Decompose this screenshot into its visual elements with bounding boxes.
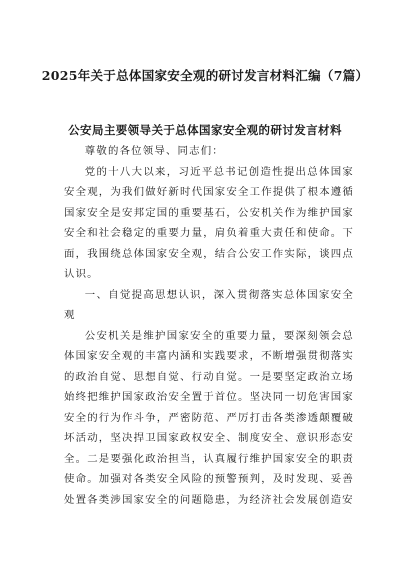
document-title: 2025年关于总体国家安全观的研讨发言材料汇编（7篇） [41, 68, 369, 83]
paragraph-intro: 党的十八大以来，习近平总书记创造性提出总体国家安全观，为我们做好新时代国家安全工作提供了根本遵循国家安全是安邦定国的重要基石，公安机关作为维护国家安全和社会稳定的重要力量，肩负着重大责任和使命。下面，我围绕总体国家安全观，结合公安工作实际，谈四点认识。 [64, 165, 354, 280]
paragraph-body-1: 公安机关是维护国家安全的重要力量，要深刻领会总体国家安全观的丰富内涵和实践要求，不断增强贯彻落实的政治自觉、思想自觉、行动自觉。一是要坚定政治立场始终把维护国家政治安全置于首位。坚决同一切危害国家安全的行为作斗争，严密防范、严厉打击各类渗透颠覆破坏活动，坚决捍卫国家政权安全、制度安全、意识形态安全。二是要强化政治担当，认真履行维护国家安全的职责使命。加强对各类安全风险的预警预判，及时发现、妥善处置各类涉国家安全的问题隐患，为经济社会发展创造安 [64, 329, 354, 506]
section-title: 公安局主要领导关于总体国家安全观的研讨发言材料 [68, 123, 342, 137]
paragraph-heading-1: 一、自觉提高思想认识，深入贯彻落实总体国家安全观 [64, 288, 354, 321]
document-body [64, 141, 354, 510]
salutation: 尊敬的各位领导、同志们： [84, 145, 224, 157]
